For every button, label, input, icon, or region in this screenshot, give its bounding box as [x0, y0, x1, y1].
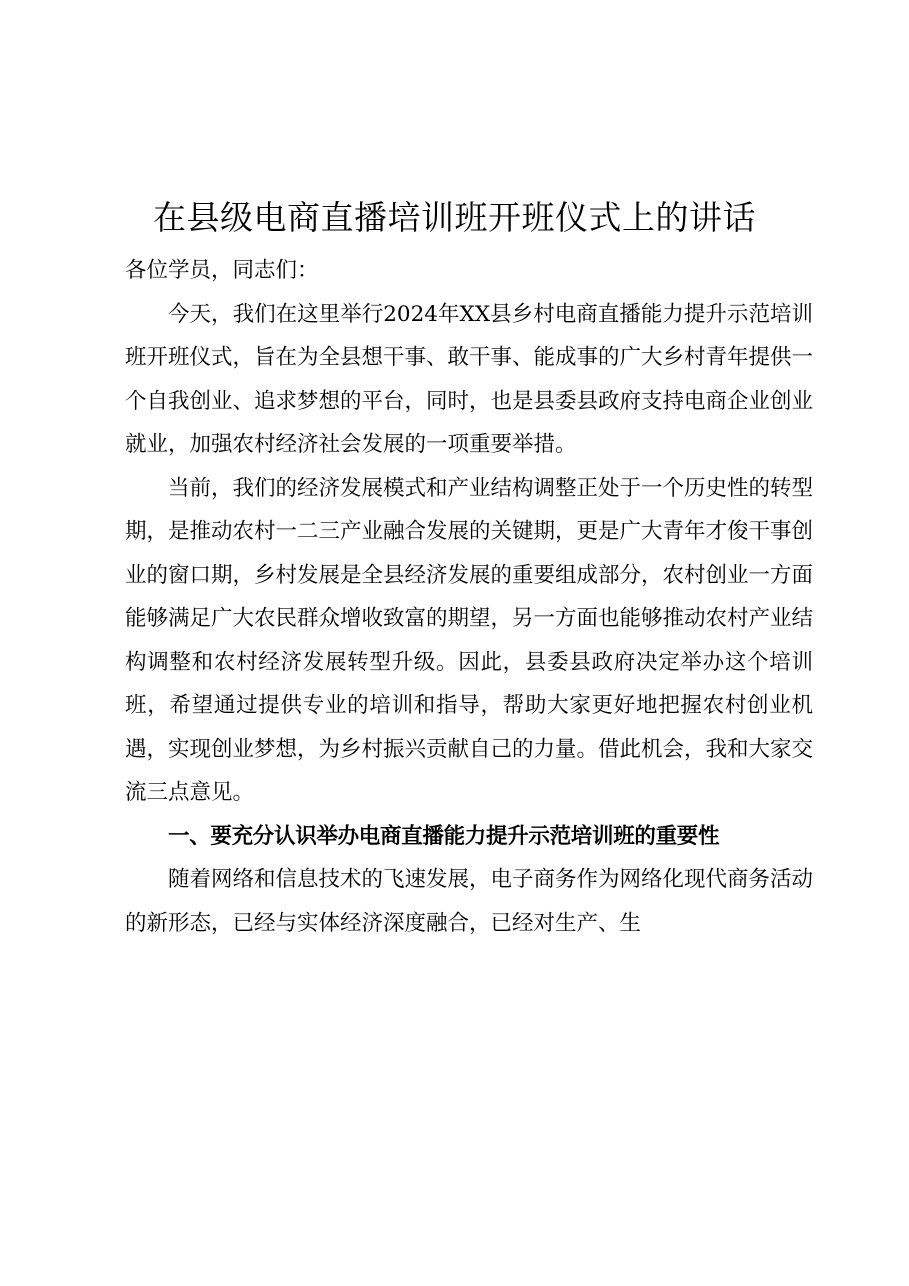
paragraph-current-situation: 当前，我们的经济发展模式和产业结构调整正处于一个历史性的转型期，是推动农村一二三产业融合发展的关键期，更是广大青年才俊干事创业的窗口期，乡村发展是全县经济发展的重要组成部分，农村创业一方面能够满足广大农民群众增收致富的期望，另一方面也能够推动农村产业结构调整和农村经济发展转型升级。因此，县委县政府决定举办这个培训班，希望通过提供专业的培训和指导，帮助大家更好地把握农村创业机遇，实现创业梦想，为乡村振兴贡献自己的力量。借此机会，我和大家交流三点意见。 — [125, 475, 814, 805]
paragraph-section-1: 随着网络和信息技术的飞速发展，电子商务作为网络化现代商务活动的新形态，已经与实体经济深度融合，已经对生产、生 — [125, 867, 814, 936]
document-body — [125, 249, 813, 945]
paragraph-opening: 今天，我们在这里举行2024年XX县乡村电商直播能力提升示范培训班开班仪式，旨在为全县想干事、敢干事、能成事的广大乡村青年提供一个自我创业、追求梦想的平台，同时，也是县委县政府支持电商企业创业就业，加强农村经济社会发展的一项重要举措。 — [125, 301, 814, 457]
document-title: 在县级电商直播培训班开班仪式上的讲话 — [153, 198, 756, 237]
greeting-line: 各位学员，同志们： — [125, 258, 319, 283]
section-heading-1: 一、要充分认识举办电商直播能力提升示范培训班的重要性 — [168, 823, 720, 849]
